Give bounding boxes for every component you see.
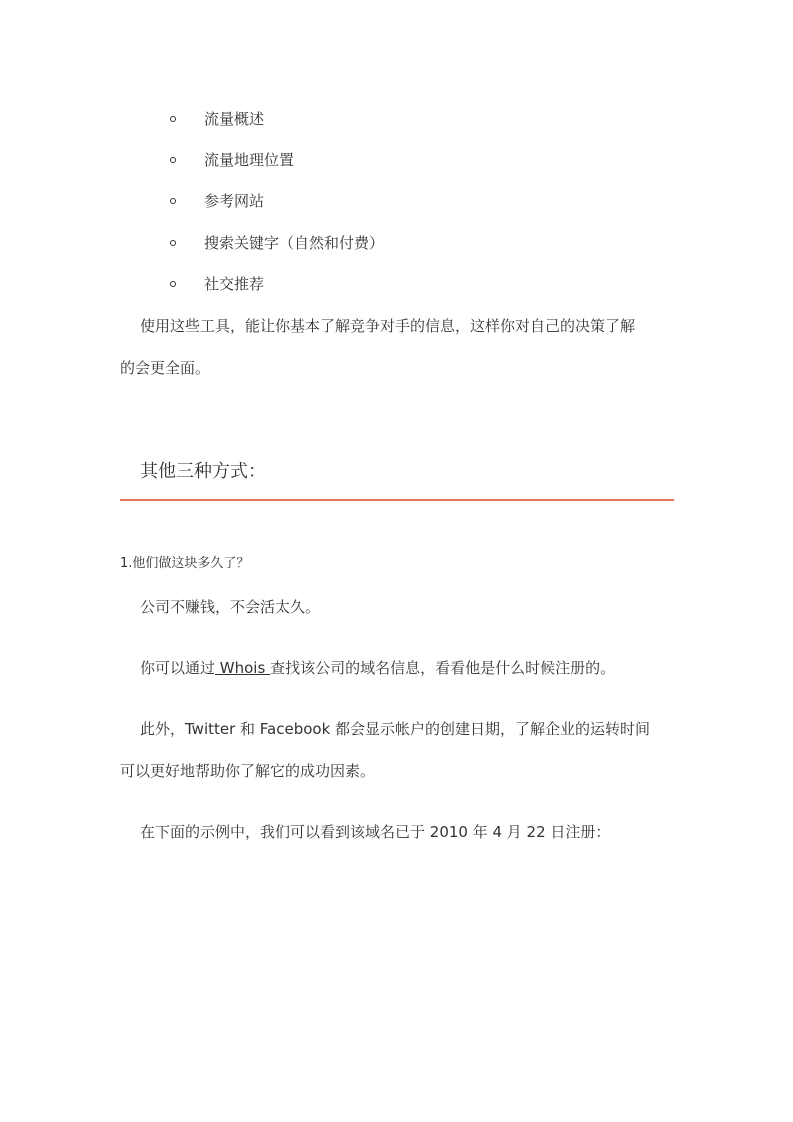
paragraph-profit: 公司不赚钱，不会活太久。 <box>140 598 321 616</box>
list-item <box>0 273 793 297</box>
list-item <box>0 190 793 214</box>
section-divider <box>120 499 674 501</box>
hollow-circle-bullet-icon <box>170 157 176 163</box>
list-item-text: 社交推荐 <box>204 275 265 293</box>
paragraph-line: 可以更好地帮助你了解它的成功因素。 <box>120 762 376 780</box>
paragraph-example: 在下面的示例中，我们可以看到该域名已于 2010 年 4 月 22 日注册： <box>140 823 611 841</box>
list-item <box>0 149 793 173</box>
list-item-text: 搜索关键字（自然和付费） <box>204 234 385 252</box>
whois-link[interactable]: Whois <box>215 659 271 677</box>
list-item-text: 流量地理位置 <box>204 151 295 169</box>
paragraph-line: 使用这些工具，能让你基本了解竞争对手的信息，这样你对自己的决策了解 <box>140 317 636 335</box>
paragraph-social-dates <box>120 718 676 782</box>
hollow-circle-bullet-icon <box>170 240 176 246</box>
list-item-text: 流量概述 <box>204 110 265 128</box>
paragraph-whois <box>140 657 615 679</box>
paragraph-text: 你可以通过 <box>140 659 216 677</box>
paragraph-line: 此外，Twitter 和 Facebook 都会显示帐户的创建日期，了解企业的运转时间 <box>140 720 651 738</box>
hollow-circle-bullet-icon <box>170 116 176 122</box>
paragraph-text: 查找该公司的域名信息，看看他是什么时候注册的。 <box>270 659 616 677</box>
paragraph-tools-summary <box>120 315 676 379</box>
hollow-circle-bullet-icon <box>170 198 176 204</box>
list-item-text: 参考网站 <box>204 192 265 210</box>
list-item <box>0 232 793 256</box>
subheading-how-long: 1.他们做这块多久了？ <box>120 556 250 571</box>
list-item <box>0 108 793 132</box>
paragraph-line: 的会更全面。 <box>120 359 211 377</box>
hollow-circle-bullet-icon <box>170 281 176 287</box>
section-heading: 其他三种方式： <box>140 461 266 482</box>
